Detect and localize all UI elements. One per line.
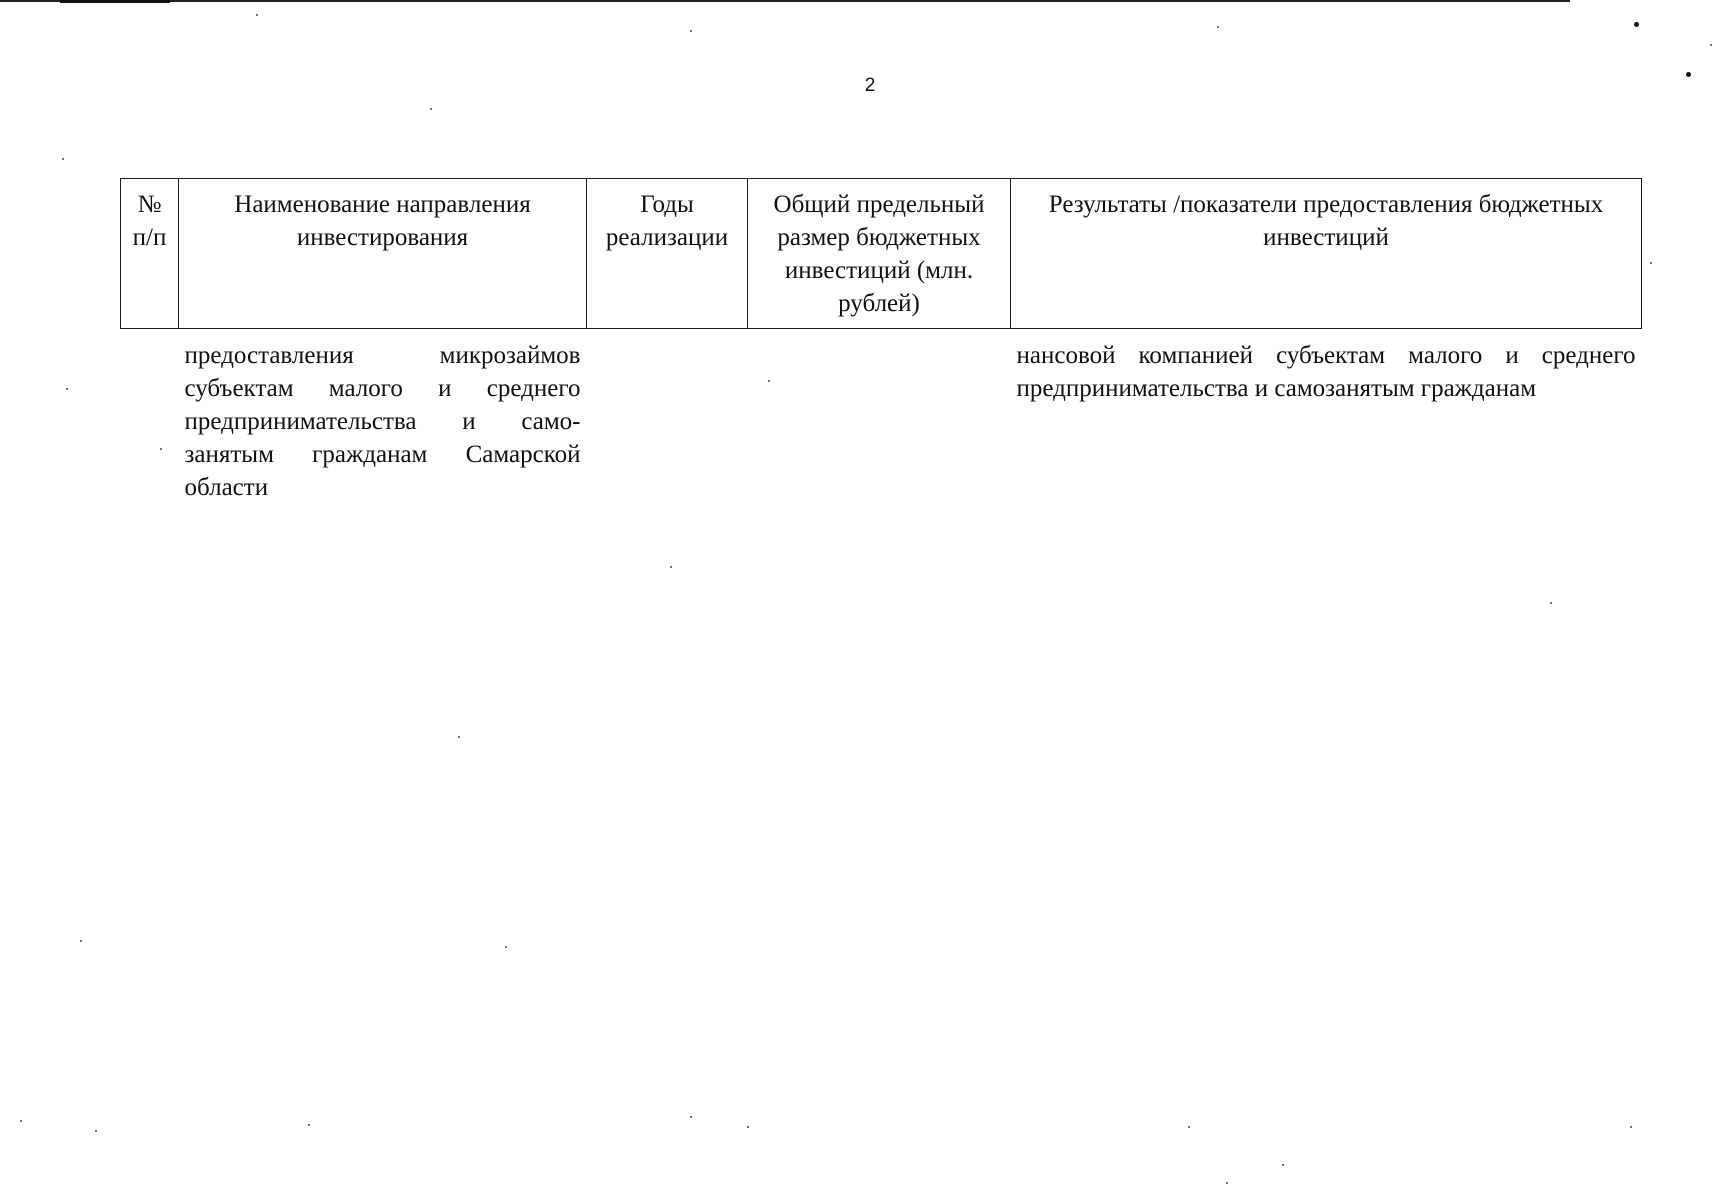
header-results: Результаты /показатели предоставления бюджетных инвестиций	[1011, 179, 1642, 329]
scan-speck	[1550, 602, 1552, 604]
row-years	[587, 329, 748, 505]
scan-speck	[80, 940, 82, 942]
investment-table	[120, 178, 1642, 504]
scan-speck	[20, 1120, 22, 1122]
scan-speck	[430, 108, 432, 110]
row-name: предоставления микрозаймов субъектам малого и среднего предпринимательства и самозанятым гражданам Самарской области	[184, 342, 581, 501]
table-row	[121, 329, 1642, 505]
row-amount	[748, 329, 1011, 505]
header-row	[121, 179, 1642, 329]
scan-speck	[458, 736, 460, 738]
scan-speck	[1650, 262, 1652, 264]
row-num	[121, 329, 179, 505]
scan-speck	[1634, 22, 1639, 27]
header-num: № п/п	[121, 179, 179, 329]
scan-speck	[1710, 44, 1712, 46]
top-edge-rule-thick	[60, 0, 170, 3]
scan-speck	[747, 1126, 749, 1128]
scan-speck	[160, 448, 162, 450]
scan-speck	[690, 1116, 692, 1118]
scan-speck	[1282, 1164, 1284, 1166]
scan-speck	[505, 946, 507, 948]
scan-speck	[62, 158, 64, 160]
scan-speck	[1217, 26, 1219, 28]
header-name: Наименование направления инвестирования	[179, 179, 587, 329]
scan-speck	[95, 1130, 97, 1132]
row-results: нансовой компанией субъектам малого и среднего предпринимательства и самозанятым гражданам	[1016, 342, 1636, 402]
scan-speck	[1630, 1126, 1632, 1128]
page-number: 2	[864, 75, 876, 96]
scan-speck	[308, 1124, 310, 1126]
scan-speck	[66, 388, 68, 390]
scan-speck	[1188, 1126, 1190, 1128]
scan-speck	[1686, 72, 1691, 77]
scan-speck	[1226, 1182, 1228, 1184]
header-amount: Общий предельный размер бюджетных инвестиций (млн. рублей)	[748, 179, 1011, 329]
table-body	[121, 329, 1642, 505]
header-years: Годы реализации	[587, 179, 748, 329]
scan-speck	[256, 14, 258, 16]
scan-speck	[670, 566, 672, 568]
scan-speck	[690, 30, 692, 32]
table-header	[121, 179, 1642, 329]
scan-speck	[768, 380, 770, 382]
top-edge-rule	[0, 0, 1570, 2]
